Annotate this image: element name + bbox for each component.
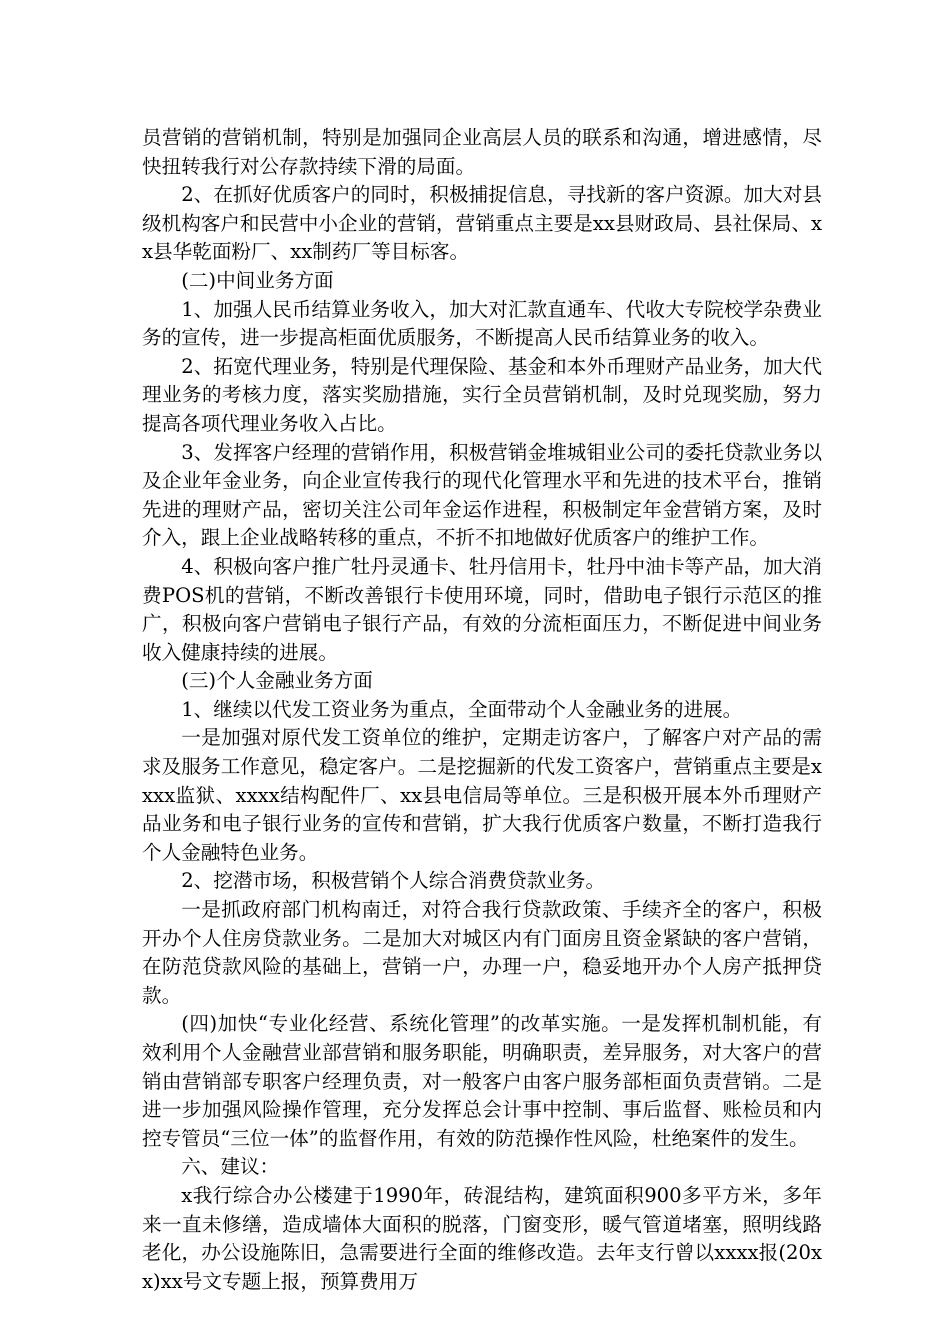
paragraph-2: 2、在抓好优质客户的同时，积极捕捉信息，寻找新的客户资源。加大对县级机构客户和民营中小企业的营销，营销重点主要是xx县财政局、县社保局、xx县华乾面粉厂、xx制药厂等目标客。 (142, 183, 822, 264)
paragraph-1: 员营销的营销机制，特别是加强同企业高层人员的联系和沟通，增进感情，尽快扭转我行对公存款持续下滑的局面。 (142, 126, 822, 178)
paragraph-10: 一是加强对原代发工资单位的维护，定期走访客户，了解客户对产品的需求及服务工作意见，稳定客户。二是挖掘新的代发工资客户，营销重点主要是xxxx监狱、xxxx结构配件厂、xx县电信局等单位。三是积极开展本外币理财产品业务和电子银行业务的宣传和营销，扩大我行优质客户数量，不断打造我行个人金融特色业务。 (142, 726, 822, 864)
paragraph-4: 1、加强人民币结算业务收入，加大对汇款直通车、代收大专院校学杂费业务的宣传，进一步提高柜面优质服务，不断提高人民币结算业务的收入。 (142, 297, 822, 350)
paragraph-11: 2、挖潜市场，积极营销个人综合消费贷款业务。 (181, 869, 606, 893)
paragraph-13: (四)加快“专业化经营、系统化管理”的改革实施。一是发挥机制机能，有效利用个人金融营业部营销和服务职能，明确职责，差异服务，对大客户的营销由营销部专职客户经理负责，对一般客户由客户服务部柜面负责营销。二是进一步加强风险操作管理，充分发挥总会计事中控制、事后监督、账检员和内控专管员“三位一体”的监督作用，有效的防范操作性风险，杜绝案件的发生。 (142, 1012, 822, 1150)
paragraph-15: x我行综合办公楼建于1990年，砖混结构，建筑面积900多平方米，多年来一直未修缮，造成墙体大面积的脱落，门窗变形，暖气管道堵塞，照明线路老化，办公设施陈旧，急需要进行全面的维修改造。去年支行曾以xxxx报(20xx)xx号文专题上报，预算费用万 (142, 1183, 822, 1293)
paragraph-5: 2、拓宽代理业务，特别是代理保险、基金和本外币理财产品业务，加大代理业务的考核力度，落实奖励措施，实行全员营销机制，及时兑现奖励，努力提高各项代理业务收入占比。 (142, 354, 822, 435)
section-heading-suggestions: 六、建议： (181, 1155, 280, 1179)
section-heading-intermediate-business: (二)中间业务方面 (181, 268, 334, 292)
section-heading-personal-finance: (三)个人金融业务方面 (181, 669, 373, 693)
paragraph-12: 一是抓政府部门机构南迁，对符合我行贷款政策、手续齐全的客户，积极开办个人住房贷款业务。二是加大对城区内有门面房且资金紧缺的客户营销，在防范贷款风险的基础上，营销一户，办理一户，稳妥地开办个人房产抵押贷款。 (142, 898, 822, 1007)
document-page (142, 124, 822, 1296)
paragraph-6: 3、发挥客户经理的营销作用，积极营销金堆城钼业公司的委托贷款业务以及企业年金业务，向企业宣传我行的现代化管理水平和先进的技术平台，推销先进的理财产品，密切关注公司年金运作进程，积极制定年金营销方案，及时介入，跟上企业战略转移的重点，不折不扣地做好优质客户的维护工作。 (142, 440, 822, 550)
paragraph-7: 4、积极向客户推广牡丹灵通卡、牡丹信用卡，牡丹中油卡等产品，加大消费POS机的营销，不断改善银行卡使用环境，同时，借助电子银行示范区的推广，积极向客户营销电子银行产品，有效的分流柜面压力，不断促进中间业务收入健康持续的进展。 (142, 554, 822, 664)
paragraph-9: 1、继续以代发工资业务为重点，全面带动个人金融业务的进展。 (181, 697, 743, 721)
